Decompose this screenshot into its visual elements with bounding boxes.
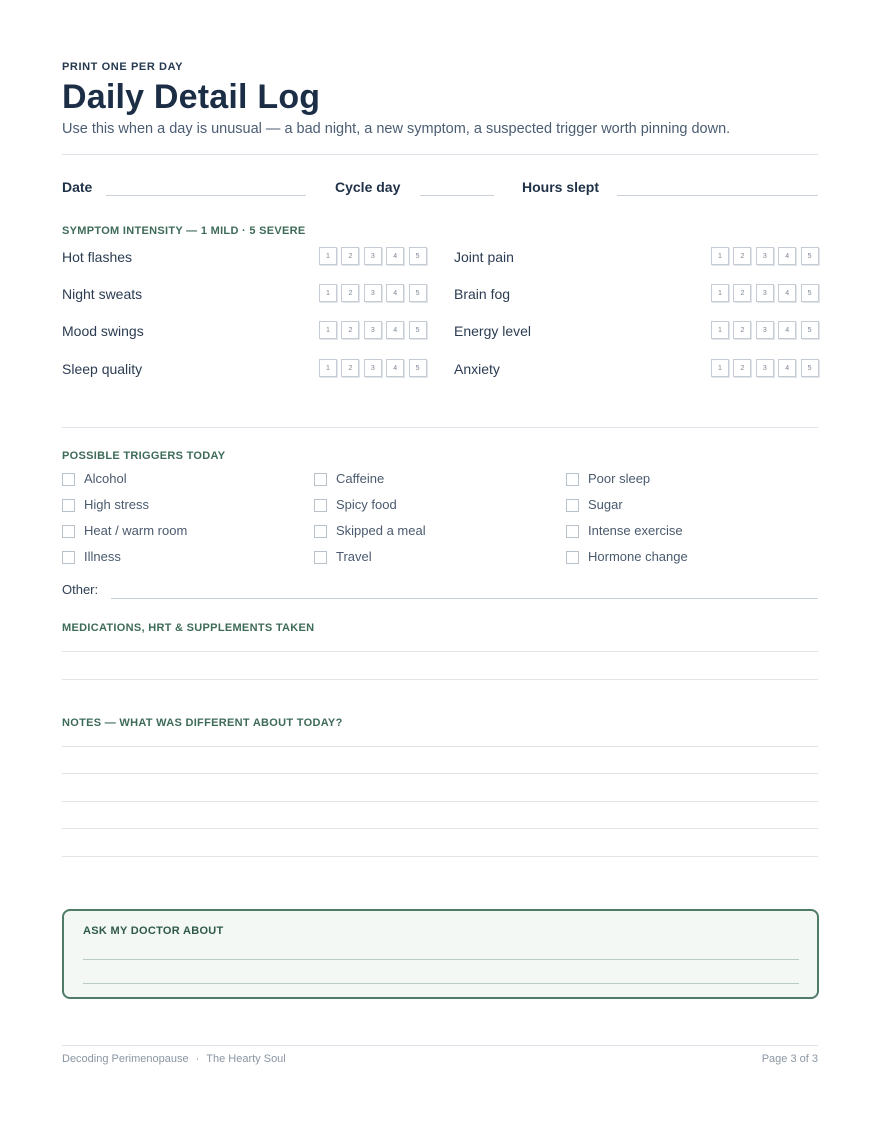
trigger-label: Sugar	[588, 496, 623, 512]
trigger-checkbox[interactable]	[62, 473, 75, 486]
intensity-box[interactable]: 4	[386, 321, 404, 339]
footer-divider	[62, 1045, 818, 1046]
trigger-item	[566, 548, 688, 564]
symptom-intensity-heading: SYMPTOM INTENSITY — 1 MILD · 5 SEVERE	[62, 225, 306, 237]
intensity-scale	[319, 321, 427, 339]
intensity-box[interactable]: 4	[386, 247, 404, 265]
hours-slept-field[interactable]	[617, 195, 818, 196]
symptom-label: Sleep quality	[62, 361, 143, 377]
intensity-box[interactable]: 2	[341, 284, 359, 302]
footer-separator: ·	[195, 1053, 200, 1065]
trigger-item	[62, 496, 149, 512]
hours-slept-label: Hours slept	[522, 179, 600, 195]
trigger-checkbox[interactable]	[62, 499, 75, 512]
intensity-box[interactable]: 2	[733, 359, 751, 377]
intensity-scale	[711, 321, 819, 339]
trigger-checkbox[interactable]	[566, 473, 579, 486]
intensity-box[interactable]: 1	[319, 247, 337, 265]
symptom-label: Brain fog	[454, 286, 511, 302]
ask-doctor-box	[62, 909, 819, 999]
trigger-label: Spicy food	[336, 496, 397, 512]
intensity-box[interactable]: 4	[386, 284, 404, 302]
intensity-box[interactable]: 5	[801, 284, 819, 302]
page-number: Page 3 of 3	[761, 1053, 818, 1065]
intensity-box[interactable]: 1	[319, 359, 337, 377]
notes-heading: NOTES — WHAT WAS DIFFERENT ABOUT TODAY?	[62, 717, 343, 729]
trigger-checkbox[interactable]	[314, 473, 327, 486]
intensity-scale	[711, 359, 819, 377]
intensity-box[interactable]: 1	[711, 359, 729, 377]
cycle-day-label: Cycle day	[335, 179, 401, 195]
intensity-box[interactable]: 3	[756, 321, 774, 339]
date-label: Date	[62, 179, 93, 195]
date-field[interactable]	[106, 195, 306, 196]
trigger-label: Alcohol	[84, 470, 127, 486]
cycle-day-field[interactable]	[420, 195, 494, 196]
intensity-box[interactable]: 1	[319, 284, 337, 302]
intensity-box[interactable]: 1	[711, 321, 729, 339]
trigger-item	[566, 522, 683, 538]
trigger-item	[314, 496, 397, 512]
intensity-scale	[319, 284, 427, 302]
trigger-label: Travel	[336, 548, 372, 564]
trigger-checkbox[interactable]	[314, 499, 327, 512]
intensity-box[interactable]: 5	[801, 321, 819, 339]
intensity-box[interactable]: 1	[711, 284, 729, 302]
intensity-box[interactable]: 2	[341, 247, 359, 265]
intensity-box[interactable]: 4	[386, 359, 404, 377]
intensity-box[interactable]: 3	[756, 247, 774, 265]
notes-line[interactable]	[62, 828, 818, 829]
symptom-label: Joint pain	[454, 249, 514, 265]
notes-line[interactable]	[62, 856, 818, 857]
footer-credit	[62, 1053, 286, 1065]
intensity-box[interactable]: 2	[733, 321, 751, 339]
divider	[62, 154, 818, 155]
trigger-checkbox[interactable]	[62, 551, 75, 564]
footer-publisher: The Hearty Soul	[206, 1053, 286, 1065]
ask-doctor-heading: ASK MY DOCTOR ABOUT	[83, 925, 224, 937]
intensity-scale	[711, 284, 819, 302]
trigger-item	[314, 522, 426, 538]
intensity-box[interactable]: 1	[319, 321, 337, 339]
intensity-box[interactable]: 2	[341, 359, 359, 377]
notes-line[interactable]	[62, 801, 818, 802]
divider	[62, 427, 818, 428]
trigger-checkbox[interactable]	[566, 499, 579, 512]
page-title: Daily Detail Log	[62, 78, 321, 116]
trigger-label: High stress	[84, 496, 150, 512]
symptom-label: Anxiety	[454, 361, 500, 377]
intensity-box[interactable]: 5	[409, 359, 427, 377]
trigger-item	[62, 470, 127, 486]
symptom-label: Mood swings	[62, 323, 144, 339]
medications-line[interactable]	[62, 651, 818, 652]
footer-book-title: Decoding Perimenopause	[62, 1053, 189, 1065]
notes-line[interactable]	[62, 773, 818, 774]
intensity-box[interactable]: 5	[409, 321, 427, 339]
trigger-item	[566, 496, 623, 512]
trigger-checkbox[interactable]	[566, 525, 579, 538]
notes-line[interactable]	[62, 746, 818, 747]
trigger-item	[314, 470, 384, 486]
page-kicker: PRINT ONE PER DAY	[62, 61, 184, 73]
medications-heading: MEDICATIONS, HRT & SUPPLEMENTS TAKEN	[62, 622, 315, 634]
intensity-box[interactable]: 2	[341, 321, 359, 339]
intensity-box[interactable]: 2	[733, 247, 751, 265]
intensity-box[interactable]: 1	[711, 247, 729, 265]
intensity-box[interactable]: 4	[778, 247, 796, 265]
intensity-box[interactable]: 4	[778, 321, 796, 339]
trigger-checkbox[interactable]	[566, 551, 579, 564]
intensity-box[interactable]: 3	[756, 359, 774, 377]
other-trigger-label: Other:	[62, 582, 99, 597]
ask-doctor-line[interactable]	[83, 959, 799, 960]
symptom-label: Hot flashes	[62, 249, 133, 265]
intensity-box[interactable]: 5	[801, 359, 819, 377]
intensity-box[interactable]: 3	[364, 247, 382, 265]
other-trigger-field[interactable]	[111, 598, 818, 599]
intensity-box[interactable]: 3	[364, 284, 382, 302]
intensity-box[interactable]: 3	[756, 284, 774, 302]
symptom-label: Energy level	[454, 323, 532, 339]
trigger-label: Heat / warm room	[84, 522, 188, 538]
trigger-label: Poor sleep	[588, 470, 651, 486]
intensity-box[interactable]: 3	[364, 321, 382, 339]
trigger-checkbox[interactable]	[314, 525, 327, 538]
triggers-heading: POSSIBLE TRIGGERS TODAY	[62, 450, 226, 462]
intensity-scale	[319, 359, 427, 377]
trigger-label: Skipped a meal	[336, 522, 426, 538]
intensity-box[interactable]: 5	[801, 247, 819, 265]
page-subtitle: Use this when a day is unusual — a bad night, a new symptom, a suspected trigger worth pinning down.	[62, 121, 731, 137]
intensity-box[interactable]: 2	[733, 284, 751, 302]
trigger-item	[62, 548, 121, 564]
intensity-box[interactable]: 5	[409, 247, 427, 265]
trigger-item	[566, 470, 650, 486]
ask-doctor-line[interactable]	[83, 983, 799, 984]
trigger-label: Caffeine	[336, 470, 385, 486]
trigger-checkbox[interactable]	[62, 525, 75, 538]
intensity-box[interactable]: 4	[778, 359, 796, 377]
trigger-checkbox[interactable]	[314, 551, 327, 564]
medications-line[interactable]	[62, 679, 818, 680]
intensity-box[interactable]: 4	[778, 284, 796, 302]
intensity-scale	[711, 247, 819, 265]
trigger-item	[62, 522, 187, 538]
trigger-label: Illness	[84, 548, 121, 564]
intensity-scale	[319, 247, 427, 265]
trigger-label: Intense exercise	[588, 522, 683, 538]
trigger-item	[314, 548, 372, 564]
trigger-label: Hormone change	[588, 548, 688, 564]
intensity-box[interactable]: 3	[364, 359, 382, 377]
intensity-box[interactable]: 5	[409, 284, 427, 302]
symptom-label: Night sweats	[62, 286, 143, 302]
